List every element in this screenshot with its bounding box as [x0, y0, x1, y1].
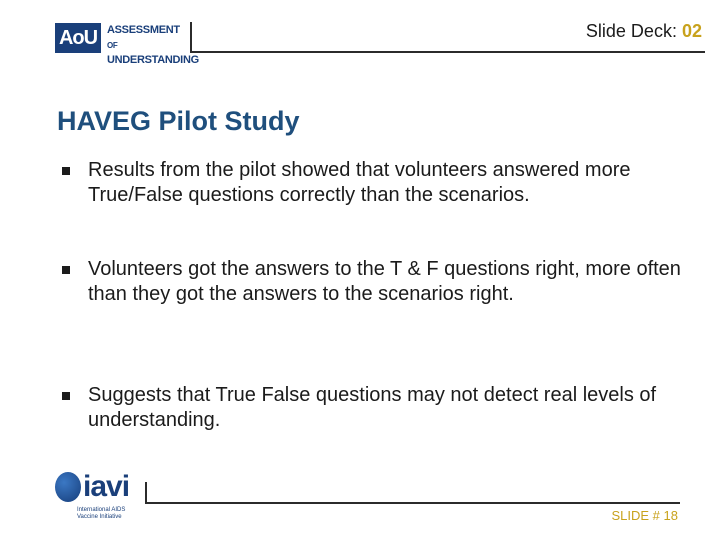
globe-icon	[55, 472, 81, 502]
bullet-square-icon	[62, 167, 70, 175]
bullet-square-icon	[62, 266, 70, 274]
aou-logo	[55, 20, 199, 66]
footer-divider-horizontal	[145, 502, 680, 504]
iavi-logo-tagline	[77, 507, 147, 521]
slide-deck-text: Slide Deck:	[585, 21, 677, 41]
iavi-logo-brand: iavi	[83, 470, 130, 503]
aou-logo-of: OF	[107, 41, 118, 50]
header-divider-horizontal	[190, 51, 705, 53]
slide-deck-label	[586, 21, 702, 42]
aou-logo-line2: UNDERSTANDING	[107, 54, 199, 66]
bullet-text: Results from the pilot showed that volunteers answered more True/False questions correctly than the scenarios.	[88, 159, 631, 206]
footer-divider-vertical	[145, 482, 147, 504]
bullet-square-icon	[62, 392, 70, 400]
slide-number: SLIDE # 18	[611, 508, 678, 523]
iavi-tagline-line1: International AIDS	[77, 507, 126, 513]
iavi-logo	[55, 470, 140, 528]
iavi-tagline-line2: Vaccine Initiative	[77, 514, 122, 520]
bullet-text: Suggests that True False questions may not detect real levels of understanding.	[88, 384, 657, 431]
bullet-text: Volunteers got the answers to the T & F questions right, more often than they got the answers to the scenarios right.	[88, 258, 681, 305]
aou-logo-line1: ASSESSMENT	[107, 24, 180, 36]
slide-deck-number: 02	[681, 21, 702, 41]
header-divider-vertical	[190, 22, 192, 53]
slide-title: HAVEG Pilot Study	[57, 106, 300, 136]
aou-logo-text	[107, 23, 199, 68]
aou-logo-mark: AoU	[55, 23, 101, 53]
